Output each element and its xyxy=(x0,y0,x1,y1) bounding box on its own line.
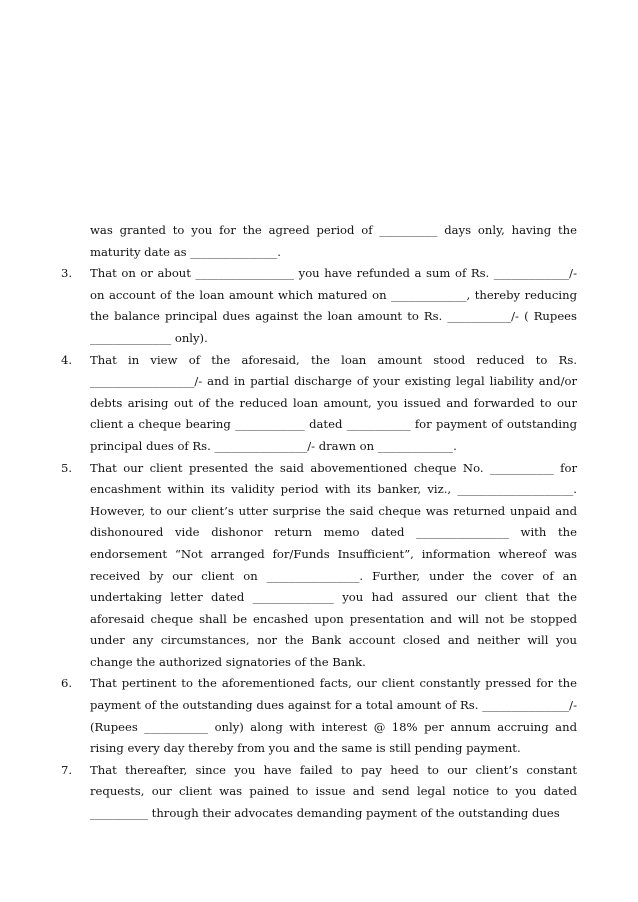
paragraph-number: 6. xyxy=(61,676,73,691)
paragraph-number: 4. xyxy=(61,352,73,367)
paragraph-text: That pertinent to the aforementioned facts, our client constantly pressed for the payment of the outstanding dues against for a total amount of Rs. _______________/- (Rupees ___________ only) along with interest @ 18% per annum accruing and rising every day thereby from you and the same is still pending payment. xyxy=(90,676,577,756)
paragraph-5 xyxy=(61,458,577,674)
paragraph-text: That thereafter, since you have failed to pay heed to our client’s constant requests, our client was pained to issue and send legal notice to you dated __________ through their advocates demanding payment of the outstanding dues xyxy=(90,762,577,821)
paragraph-number: 7. xyxy=(61,762,73,777)
paragraph-4 xyxy=(61,350,577,458)
paragraph-text: That our client presented the said abovementioned cheque No. ___________ for encashment within its validity period with its banker, viz., ____________________. However, to our client’s utter surprise the said cheque was returned unpaid and dishonoured vide dishonor return memo dated ________________ with the endorsement “Not arranged for/Funds Insufficient”, information whereof was received by our client on ________________. Further, under the cover of an undertaking letter dated ______________ you had assured our client that the aforesaid cheque shall be encashed upon presentation and will not be stopped under any circumstances, nor the Bank account closed and neither will you change the authorized signatories of the Bank. xyxy=(90,460,577,669)
paragraph-number: 5. xyxy=(61,460,73,475)
paragraph-3 xyxy=(61,263,577,349)
document-body xyxy=(61,220,577,825)
paragraph-text: That on or about _________________ you have refunded a sum of Rs. _____________/- on account of the loan amount which matured on _____________, thereby reducing the balance principal dues against the loan amount to Rs. ___________/- ( Rupees ______________ only). xyxy=(90,266,577,345)
continuation-text: was granted to you for the agreed period of __________ days only, having the maturity date as _______________. xyxy=(90,223,577,259)
paragraph-text: That in view of the aforesaid, the loan amount stood reduced to Rs. __________________/- and in partial discharge of your existing legal liability and/or debts arising out of the reduced loan amount, you issued and forwarded to our client a cheque bearing ____________ dated ___________ for payment of outstanding principal dues of Rs. ________________/- drawn on _____________. xyxy=(90,352,577,453)
paragraph-6 xyxy=(61,673,577,759)
paragraph-7 xyxy=(61,760,577,825)
paragraph-number: 3. xyxy=(61,266,73,281)
continuation-paragraph xyxy=(61,220,577,263)
